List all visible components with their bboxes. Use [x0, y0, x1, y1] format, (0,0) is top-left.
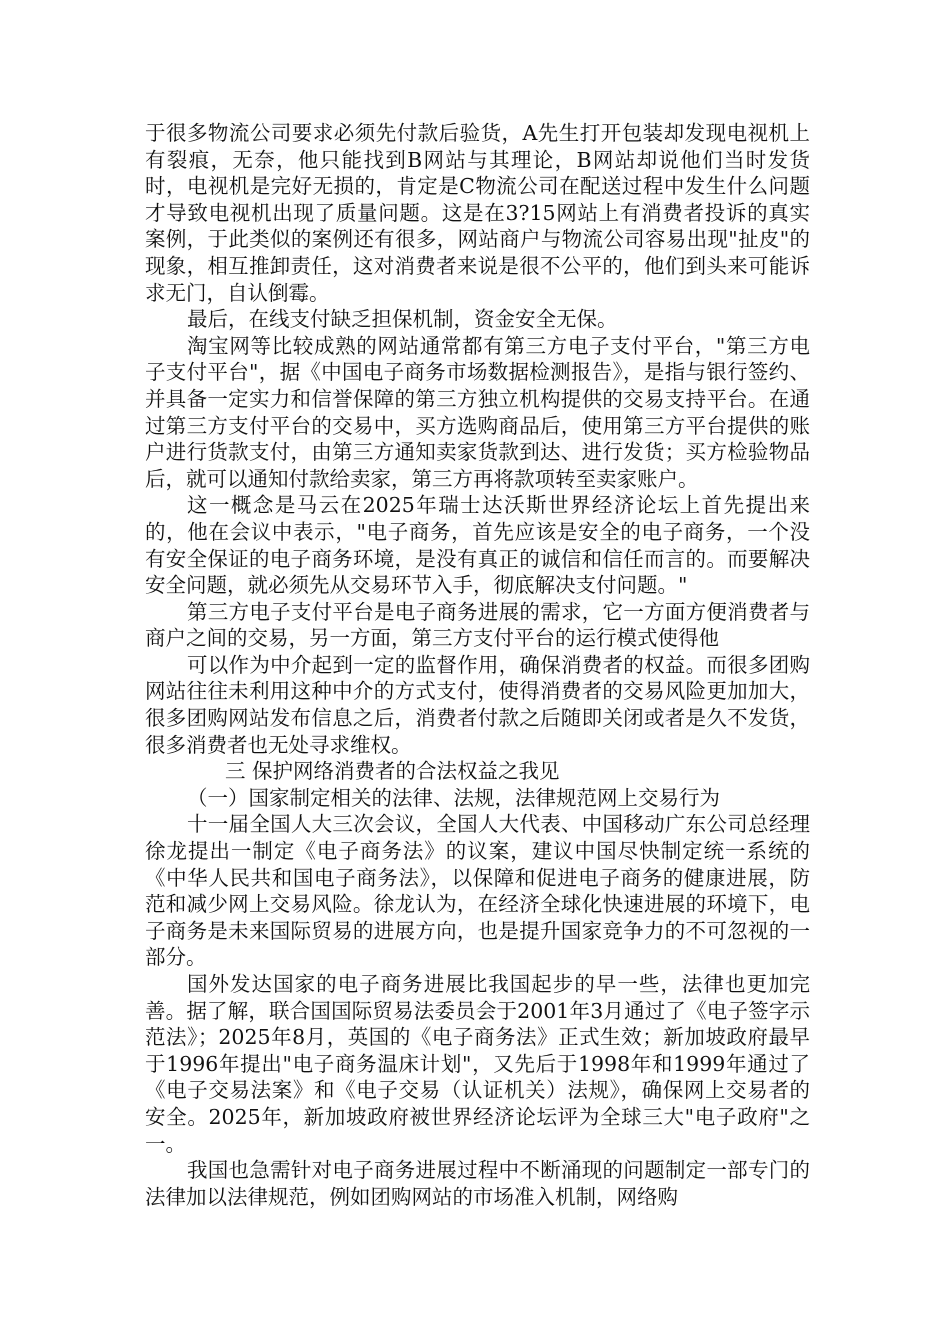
body-paragraph: 十一届全国人大三次会议，全国人大代表、中国移动广东公司总经理徐龙提出一制定《电子商务法》的议案，建议中国尽快制定统一系统的《中华人民共和国电子商务法》，以保障和促进电子商务的健康进展，防范和减少网上交易风险。徐龙认为，在经济全球化快速进展的环境下，电子商务是未来国际贸易的进展方向，也是提升国家竞争力的不可忽视的一部分。: [145, 812, 810, 970]
body-paragraph: 淘宝网等比较成熟的网站通常都有第三方电子支付平台，"第三方电子支付平台"，据《中国电子商务市场数据检测报告》，是指与银行签约、并具备一定实力和信誉保障的第三方独立机构提供的交易支持平台。在通过第三方支付平台的交易中，买方选购商品后，使用第三方平台提供的账户进行货款支付，由第三方通知卖家货款到达、进行发货；买方检验物品后，就可以通知付款给卖家，第三方再将款项转至卖家账户。: [145, 333, 810, 491]
body-paragraph: 可以作为中介起到一定的监督作用，确保消费者的权益。而很多团购网站往往未利用这种中介的方式支付，使得消费者的交易风险更加加大，很多团购网站发布信息之后，消费者付款之后随即关闭或者是久不发货，很多消费者也无处寻求维权。: [145, 652, 810, 757]
subsection-heading: （一）国家制定相关的法律、法规，法律规范网上交易行为: [187, 785, 720, 810]
section-heading: 三 保护网络消费者的合法权益之我见: [225, 759, 560, 784]
body-paragraph: 我国也急需针对电子商务进展过程中不断涌现的问题制定一部专门的法律加以法律规范，例如团购网站的市场准入机制，网络购: [145, 1158, 810, 1209]
body-paragraph: 国外发达国家的电子商务进展比我国起步的早一些，法律也更加完善。据了解，联合国国际贸易法委员会于2001年3月通过了《电子签字示范法》；2025年8月，英国的《电子商务法》正式生效；新加坡政府最早于1996年提出"电子商务温床计划"，又先后于1998年和1999年通过了《电子交易法案》和《电子交易（认证机关）法规》，确保网上交易者的安全。2025年，新加坡政府被世界经济论坛评为全球三大"电子政府"之一。: [145, 972, 810, 1156]
body-paragraph: 这一概念是马云在2025年瑞士达沃斯世界经济论坛上首先提出来的，他在会议中表示，"电子商务，首先应该是安全的电子商务，一个没有安全保证的电子商务环境，是没有真正的诚信和信任而言的。而要解决安全问题，就必须先从交易环节入手，彻底解决支付问题。": [145, 493, 810, 598]
body-paragraph: 于很多物流公司要求必须先付款后验货，A先生打开包装却发现电视机上有裂痕，无奈，他只能找到B网站与其理论，B网站却说他们当时发货时，电视机是完好无损的，肯定是C物流公司在配送过程中发生什么问题才导致电视机出现了质量问题。这是在3?15网站上有消费者投诉的真实案例，于此类似的案例还有很多，网站商户与物流公司容易出现"扯皮"的现象，相互推卸责任，这对消费者来说是很不公平的，他们到头来可能诉求无门，自认倒霉。: [145, 121, 810, 305]
document-page: [145, 120, 810, 1210]
body-paragraph: 第三方电子支付平台是电子商务进展的需求，它一方面方便消费者与商户之间的交易，另一方面，第三方支付平台的运行模式使得他: [145, 599, 810, 651]
body-paragraph: 最后，在线支付缺乏担保机制，资金安全无保。: [187, 307, 618, 332]
